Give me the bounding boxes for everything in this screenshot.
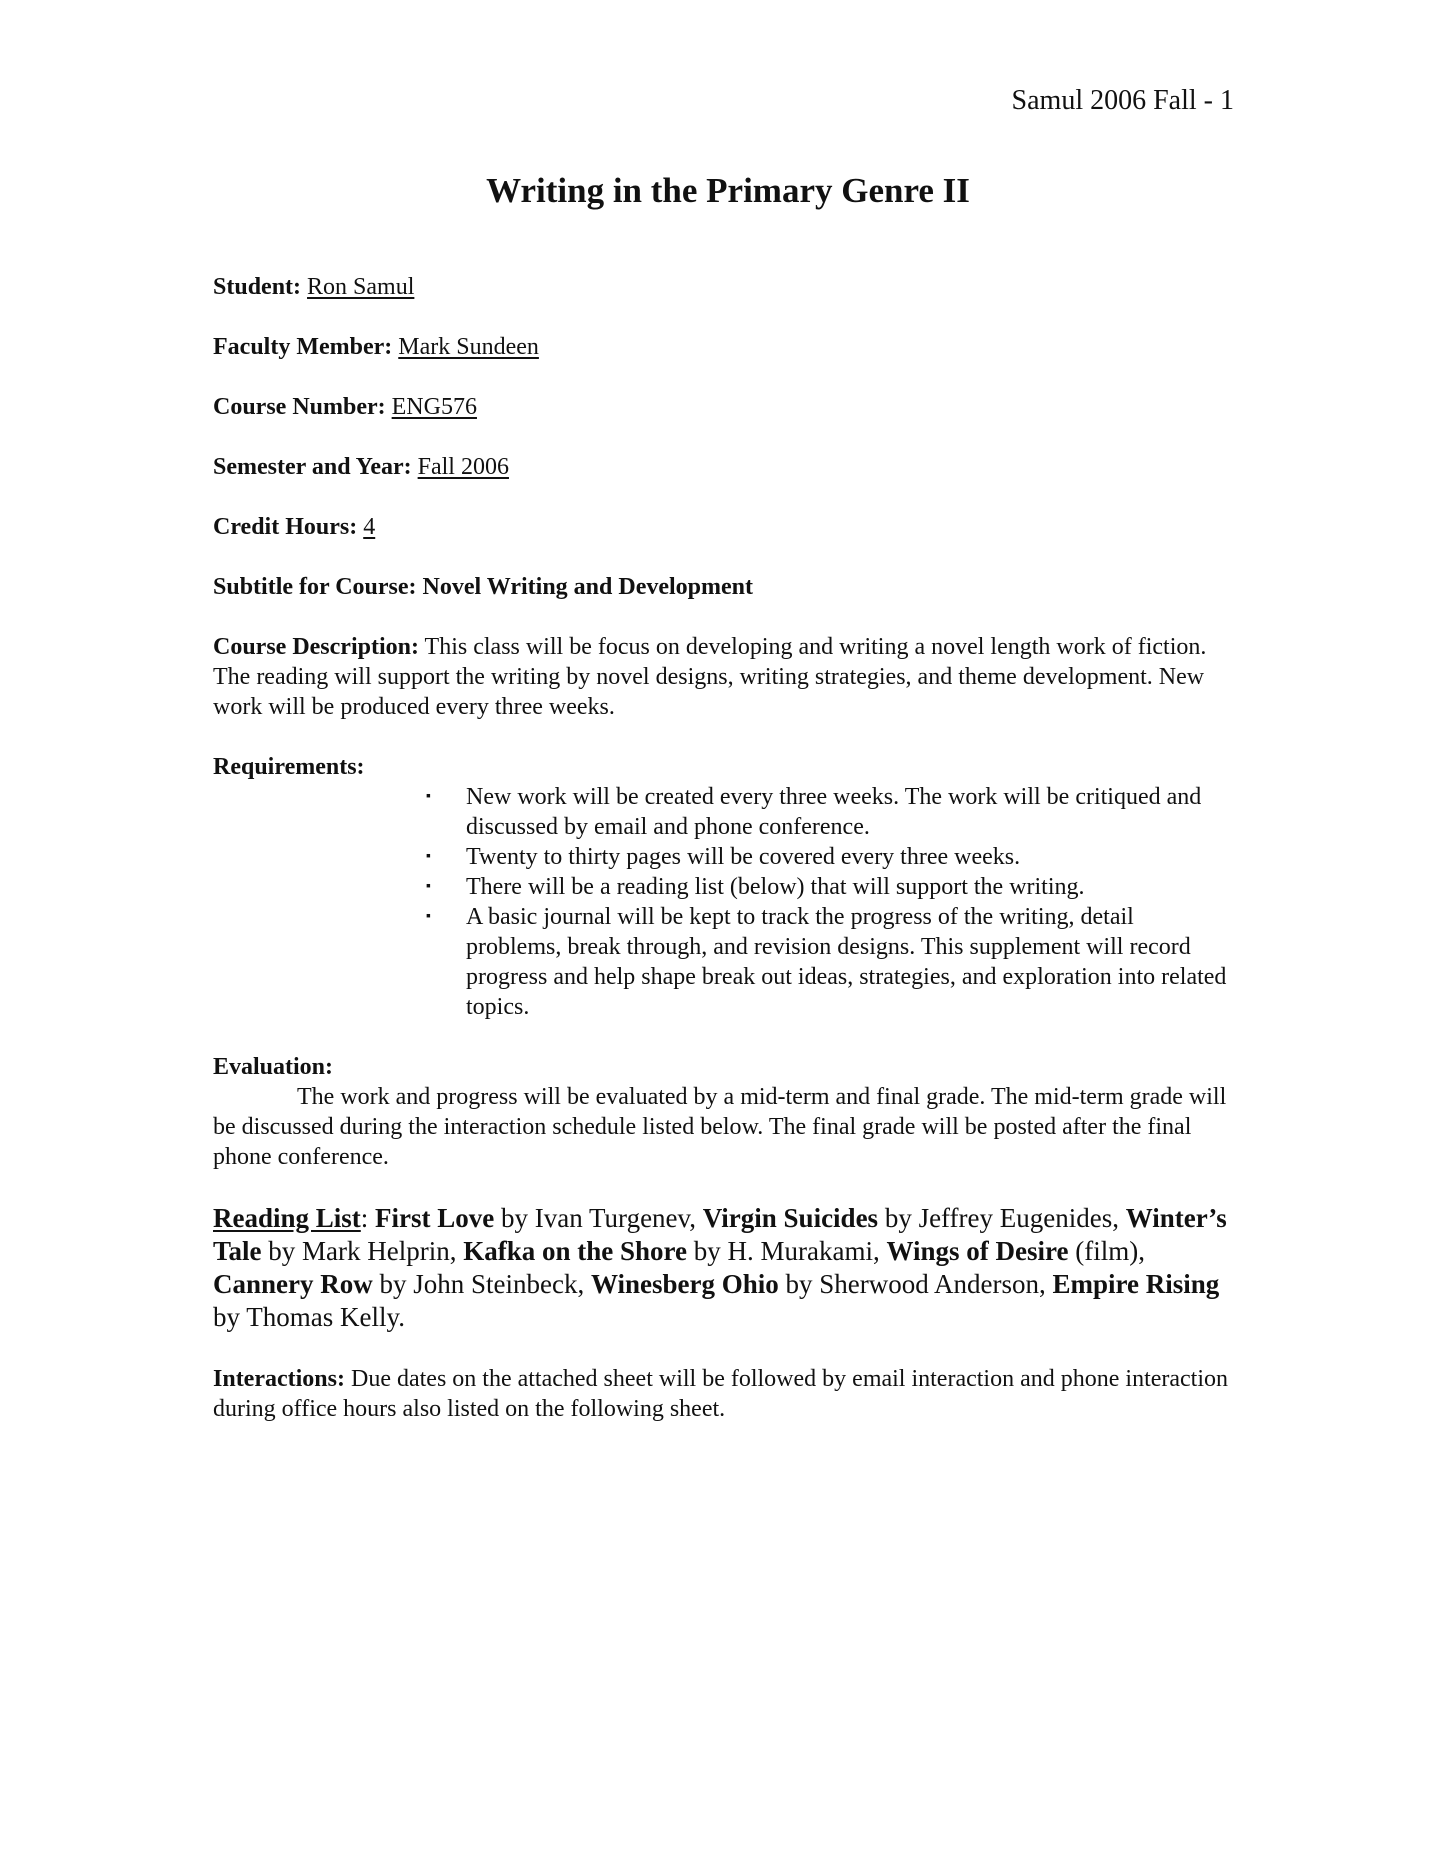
evaluation-label: Evaluation: bbox=[213, 1054, 334, 1080]
book-author: by Mark Helprin, bbox=[261, 1236, 464, 1266]
evaluation-section bbox=[213, 1052, 1233, 1172]
course-number-field bbox=[213, 392, 1233, 422]
interactions-section bbox=[213, 1364, 1233, 1424]
semester-field bbox=[213, 452, 1233, 482]
semester-label: Semester and Year: bbox=[213, 454, 412, 480]
book-title: Virgin Suicides bbox=[702, 1203, 879, 1233]
book-title: First Love bbox=[375, 1203, 495, 1233]
bullet-icon: ▪ bbox=[426, 849, 431, 864]
book-author: by Jeffrey Eugenides, bbox=[878, 1203, 1126, 1233]
credit-hours-field bbox=[213, 512, 1233, 542]
course-description bbox=[213, 632, 1233, 722]
course-subtitle-label: Subtitle for Course: bbox=[213, 574, 417, 600]
interactions-text: Due dates on the attached sheet will be followed by email interaction and phone interaction during office hours also listed on the following sheet. bbox=[213, 1366, 1229, 1422]
book-title: Empire Rising bbox=[1052, 1269, 1220, 1299]
list-item bbox=[426, 872, 1233, 902]
course-number-label: Course Number: bbox=[213, 394, 386, 420]
course-description-label: Course Description: bbox=[213, 634, 419, 660]
page-title: Writing in the Primary Genre II bbox=[486, 171, 970, 210]
requirements-label: Requirements: bbox=[213, 754, 365, 780]
reading-list-label: Reading List bbox=[213, 1203, 361, 1233]
running-head: Samul 2006 Fall - 1 bbox=[1011, 85, 1234, 116]
bullet-icon: ▪ bbox=[426, 879, 431, 894]
list-item bbox=[426, 782, 1233, 842]
bullet-icon: ▪ bbox=[426, 909, 431, 924]
faculty-value: Mark Sundeen bbox=[398, 334, 539, 360]
faculty-field bbox=[213, 332, 1233, 362]
interactions-label: Interactions: bbox=[213, 1366, 345, 1392]
document-body bbox=[213, 272, 1233, 1454]
list-item-text: Twenty to thirty pages will be covered every three weeks. bbox=[466, 844, 1021, 870]
requirements-section bbox=[213, 752, 1233, 1022]
book-author: by Sherwood Anderson, bbox=[778, 1269, 1053, 1299]
reading-list bbox=[213, 1202, 1233, 1334]
list-item bbox=[426, 902, 1233, 1022]
reading-list-colon: : bbox=[360, 1203, 369, 1233]
film-title: Wings of Desire bbox=[886, 1236, 1069, 1266]
semester-value: Fall 2006 bbox=[417, 454, 509, 480]
faculty-label: Faculty Member: bbox=[213, 334, 393, 360]
course-description-text: This class will be focus on developing and writing a novel length work of fiction. The reading will support the writing by novel designs, writing strategies, and theme development. New work will be produced every three weeks. bbox=[213, 634, 1207, 720]
course-subtitle-field bbox=[213, 572, 1233, 602]
credit-hours-label: Credit Hours: bbox=[213, 514, 358, 540]
film-note: (film), bbox=[1068, 1236, 1145, 1266]
course-number-value: ENG576 bbox=[391, 394, 477, 420]
book-author: by Ivan Turgenev, bbox=[494, 1203, 703, 1233]
student-value: Ron Samul bbox=[307, 274, 415, 300]
book-author: by Thomas Kelly. bbox=[213, 1302, 405, 1332]
book-title: Kafka on the Shore bbox=[463, 1236, 688, 1266]
book-author: by John Steinbeck, bbox=[372, 1269, 591, 1299]
book-title: Cannery Row bbox=[213, 1269, 373, 1299]
evaluation-text: The work and progress will be evaluated by a mid-term and final grade. The mid-term grade will be discussed during the interaction schedule listed below. The final grade will be posted after the final phone conference. bbox=[213, 1084, 1227, 1170]
student-field bbox=[213, 272, 1233, 302]
list-item-text: A basic journal will be kept to track the progress of the writing, detail problems, break through, and revision designs. This supplement will record progress and help shape break out ideas, strategies, and exploration into related topics. bbox=[466, 904, 1227, 1020]
book-author: by H. Murakami, bbox=[687, 1236, 887, 1266]
book-title: Winter’s Tale bbox=[213, 1203, 1227, 1266]
credit-hours-value: 4 bbox=[363, 514, 376, 540]
list-item bbox=[426, 842, 1233, 872]
list-item-text: New work will be created every three weeks. The work will be critiqued and discussed by email and phone conference. bbox=[466, 784, 1202, 840]
requirements-list bbox=[213, 782, 1233, 1022]
bullet-icon: ▪ bbox=[426, 789, 431, 804]
list-item-text: There will be a reading list (below) that will support the writing. bbox=[466, 874, 1085, 900]
book-title: Winesberg Ohio bbox=[590, 1269, 779, 1299]
student-label: Student: bbox=[213, 274, 302, 300]
course-subtitle-value: Novel Writing and Development bbox=[422, 574, 753, 600]
